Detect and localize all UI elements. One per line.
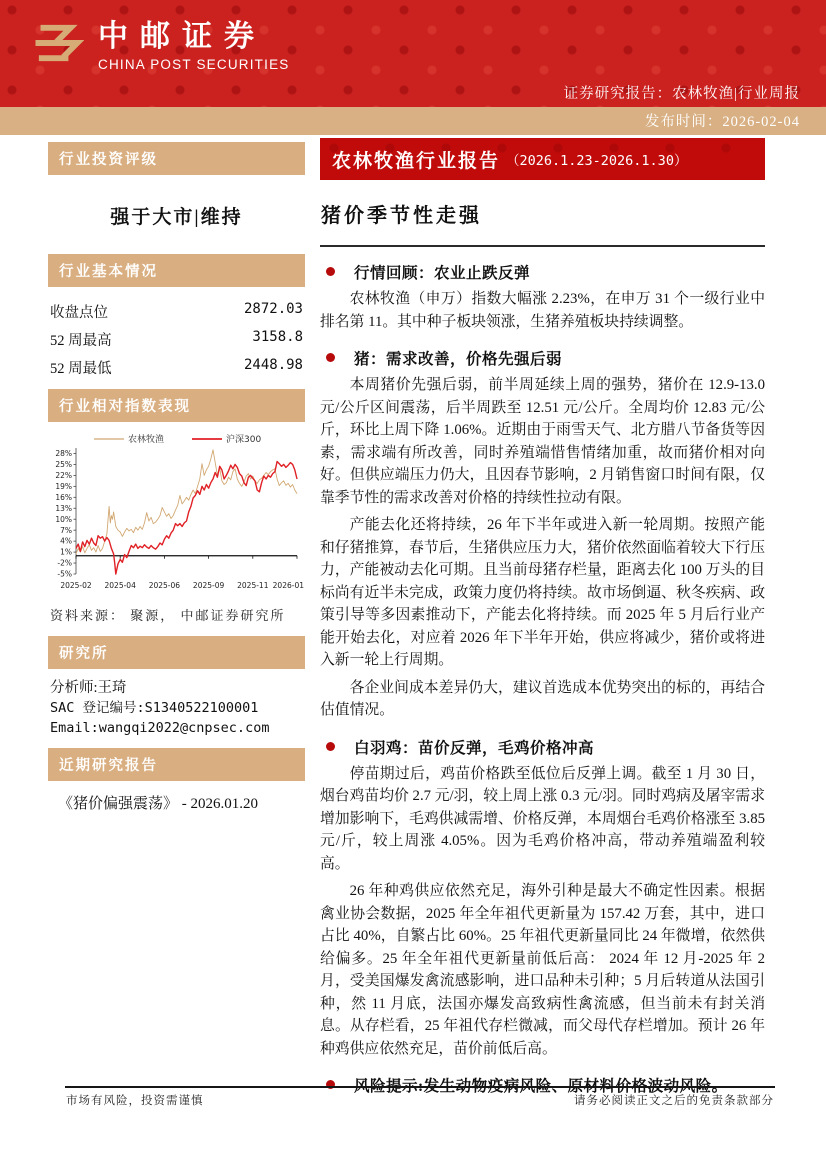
- company-logo: [30, 16, 290, 75]
- svg-text:13%: 13%: [55, 503, 72, 513]
- svg-text:农林牧渔: 农林牧渔: [128, 435, 165, 445]
- china-post-emblem-icon: [30, 16, 84, 75]
- footer-disclaimer-left: 市场有风险，投资需谨慎: [66, 1095, 204, 1107]
- rating-section-header: 行业投资评级: [48, 142, 305, 175]
- section-heading: [323, 347, 765, 369]
- svg-text:10%: 10%: [55, 514, 72, 524]
- row-value: 2448.98: [243, 356, 303, 373]
- svg-text:2025-11: 2025-11: [237, 581, 269, 590]
- section-heading-text: 白羽鸡：苗价反弹，毛鸡价格冲高: [354, 739, 595, 757]
- report-banner-daterange: （2026.1.23-2026.1.30）: [506, 153, 688, 169]
- footer-divider: [65, 1086, 775, 1088]
- svg-text:22%: 22%: [55, 470, 72, 480]
- section-heading-text: 行情回顾：农业止跌反弹: [354, 265, 531, 282]
- analyst-email: Email:wangqi2022@cnpsec.com: [50, 719, 270, 736]
- svg-text:16%: 16%: [55, 492, 72, 502]
- section-heading: [323, 736, 765, 758]
- chart-section-header: 行业相对指数表现: [48, 389, 305, 422]
- row-value: 3158.8: [252, 328, 303, 345]
- svg-text:7%: 7%: [60, 525, 72, 535]
- svg-text:1%: 1%: [60, 547, 72, 557]
- paragraph: 停苗期过后，鸡苗价格跌至低位后反弹上调。截至 1 月 30 日，烟台鸡苗均价 2.7 元/羽，较上周上涨 0.3 元/羽。同时鸡病及屠宰需求增加影响下，毛鸡供减需增、价格反弹，本周烟台毛鸡价格涨至 3.85 元/斤，较上周涨 4.05%。因为毛鸡价格冲高，带动养殖端盈利较高。: [320, 765, 765, 872]
- svg-text:4%: 4%: [60, 536, 72, 546]
- table-row: [50, 297, 303, 325]
- title-divider: [320, 245, 765, 247]
- svg-text:25%: 25%: [55, 460, 72, 470]
- relative-index-chart: [48, 432, 305, 592]
- svg-text:沪深300: 沪深300: [226, 435, 262, 445]
- paragraph: 26 年种鸡供应依然充足，海外引种是最大不确定性因素。根据禽业协会数据，2025 年全年祖代更新量为 157.42 万套，其中，进口占比 40%，自繁占比 60%。25 年祖代更新量同比 24 年微增，依然供给偏多。25 年全年祖代更新量前低后高： 2024 年 12 月-2025 年 2 月，受美国爆发禽流感影响，进口品种未引种；5 月后转道从法国引种，然 11 月底，法国亦爆发高致病性禽流感，但当前未有封关消息。从存栏看，25 年祖代存栏微减，而父母代存栏增加。预计 26 年种鸡供应依然充足，苗价前低后高。: [320, 883, 765, 1057]
- bullet-icon: [326, 353, 335, 362]
- row-label: 52 周最高: [50, 332, 112, 349]
- svg-text:2025-04: 2025-04: [104, 581, 136, 590]
- report-banner: [320, 138, 765, 180]
- svg-text:2025-06: 2025-06: [148, 581, 181, 590]
- table-row: [50, 353, 303, 381]
- table-row: [50, 325, 303, 353]
- masthead: [0, 0, 826, 107]
- rating-value: 强于大市|维持: [110, 207, 243, 228]
- svg-text:2026-01: 2026-01: [272, 581, 304, 590]
- paragraph: 农林牧渔（申万）指数大幅涨 2.23%，在申万 31 个一级行业中排名第 11。其中种子板块领涨，生猪养殖板块持续调整。: [320, 291, 765, 330]
- sac-number: SAC 登记编号:S1340522100001: [50, 700, 259, 717]
- bullet-icon: [326, 267, 335, 276]
- page-title: 猪价季节性走强: [321, 205, 482, 227]
- row-label: 收盘点位: [50, 304, 108, 321]
- row-value: 2872.03: [243, 300, 303, 317]
- bullet-icon: [326, 742, 335, 751]
- section-heading: [323, 261, 765, 283]
- svg-text:2025-09: 2025-09: [192, 581, 225, 590]
- institute-info: [50, 678, 303, 738]
- sidebar: [48, 142, 305, 813]
- institute-section-header: 研究所: [48, 636, 305, 669]
- publish-date: 发布时间：2026-02-04: [644, 114, 800, 130]
- chart-source: 资料来源： 聚源， 中邮证券研究所: [50, 608, 286, 623]
- analyst-name: 分析师:王琦: [50, 680, 127, 696]
- svg-text:19%: 19%: [55, 481, 72, 491]
- svg-text:2025-02: 2025-02: [60, 581, 92, 590]
- report-type-label: 证券研究报告：农林牧渔|行业周报: [563, 86, 800, 102]
- section-heading-text: 风险提示:发生动物疫病风险、原材料价格波动风险。: [354, 1078, 728, 1095]
- svg-text:-5%: -5%: [57, 569, 72, 579]
- recent-report-item: 《猪价偏强震荡》 - 2026.01.20: [58, 796, 258, 813]
- basic-section-header: 行业基本情况: [48, 254, 305, 287]
- report-banner-title: 农林牧渔行业报告: [332, 150, 501, 172]
- paragraph: 产能去化还将持续，26 年下半年或进入新一轮周期。按照产能和仔猪推算，春节后，生猪供应压力大，猪价依然面临着较大下行压力，产能被动去化可期。且当前母猪存栏量，距离去化 100 万头的目标尚有近半未完成，政策力度仍将持续。故市场倒逼、秋冬疾病、政策引导等多因素推动下，产能去化将持续。而 2025 年 5 月后行业产能开始去化，对应着 2026 年下半年开始，供应将减少，猪价或将进入新一轮上行周期。: [320, 517, 765, 668]
- main-column: [320, 138, 765, 1096]
- logo-chinese-name: 中邮证券: [98, 19, 266, 53]
- footer-disclaimer-right: 请务必阅读正文之后的免责条款部分: [574, 1095, 774, 1107]
- svg-text:28%: 28%: [55, 449, 72, 459]
- section-heading-text: 猪：需求改善，价格先强后弱: [354, 351, 563, 368]
- row-label: 52 周最低: [50, 360, 112, 377]
- recent-reports-header: 近期研究报告: [48, 748, 305, 781]
- paragraph: 本周猪价先强后弱，前半周延续上周的强势，猪价在 12.9-13.0 元/公斤区间震荡，后半周跌至 12.51 元/公斤。全周均价 12.83 元/公斤，环比上周下降 1.06%。近期由于雨雪天气、北方腊八节备货等因素，需求端有所改善，同时养殖端惜售情绪加重，故而猪价相对向好。但供应端压力仍大，且因春节影响，2 月销售窗口时间有限，仅靠季节性的需求改善对价格的持续性拉动有限。: [320, 377, 765, 506]
- chart-wrap: [48, 432, 305, 597]
- logo-english-name: CHINA POST SECURITIES: [98, 56, 290, 72]
- basic-info-table: [50, 297, 303, 381]
- paragraph: 各企业间成本差异仍大，建议首选成本优势突出的标的，再结合估值情况。: [320, 679, 765, 718]
- publish-stripe: [0, 107, 826, 135]
- svg-text:-2%: -2%: [57, 558, 72, 568]
